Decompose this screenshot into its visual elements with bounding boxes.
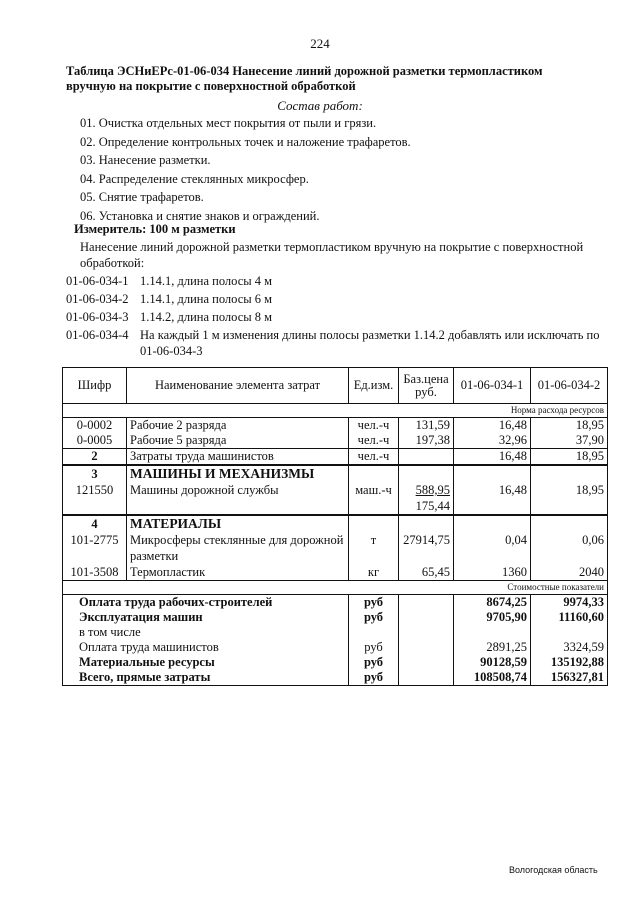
- machine-v1: 16,48: [498, 483, 527, 497]
- material-name: Термопластик: [130, 565, 206, 579]
- header-code: Шифр: [63, 368, 127, 404]
- row-name: Затраты труда машинистов: [127, 449, 349, 466]
- cost-v1: 108508,74: [454, 670, 531, 686]
- row-price: [399, 449, 454, 466]
- variant-text: 1.14.1, длина полосы 6 м: [140, 292, 273, 307]
- row-price: 131,59: [399, 418, 454, 434]
- table-row: [63, 433, 608, 449]
- variants-list: [66, 274, 611, 362]
- cost-unit: руб: [349, 655, 399, 670]
- cost-name: в том числе: [63, 625, 349, 640]
- variant-item: [66, 328, 611, 359]
- table-row: [63, 418, 608, 434]
- variant-item: [66, 292, 611, 308]
- works-list: [80, 114, 411, 226]
- cost-row: [63, 640, 608, 655]
- material-price: 65,45: [421, 565, 450, 579]
- cost-unit: руб: [349, 640, 399, 655]
- cost-name: Эксплуатация машин: [63, 610, 349, 625]
- cost-row: [63, 670, 608, 686]
- region-label: Вологодская область: [509, 865, 598, 875]
- work-item: 02. Определение контрольных точек и наложение трафаретов.: [80, 134, 411, 149]
- table-row: [63, 449, 608, 466]
- section-code: 4: [91, 517, 98, 531]
- variant-text: 1.14.2, длина полосы 8 м: [140, 310, 273, 325]
- cost-unit: руб: [349, 670, 399, 686]
- cost-v2: 156327,81: [531, 670, 608, 686]
- cost-row: [63, 655, 608, 670]
- header-name: Наименование элемента затрат: [127, 368, 349, 404]
- work-item: 06. Установка и снятие знаков и ограждений.: [80, 208, 320, 223]
- work-item: 01. Очистка отдельных мест покрытия от пыли и грязи.: [80, 116, 377, 130]
- material-price: 27914,75: [403, 533, 450, 547]
- work-item: 04. Распределение стеклянных микросфер.: [80, 171, 309, 186]
- row-unit: чел.-ч: [349, 449, 399, 466]
- cost-name: Оплата труда рабочих-строителей: [63, 595, 349, 611]
- cost-row: [63, 610, 608, 625]
- material-v1: 0,04: [505, 533, 527, 547]
- norm-note-row: [63, 404, 608, 418]
- machine-price-2: 175,44: [415, 499, 450, 513]
- material-name: Микросферы стеклянные для дорожной разметки: [130, 533, 344, 563]
- cost-v1: 8674,25: [454, 595, 531, 611]
- variant-code: 01-06-034-2: [66, 292, 129, 307]
- material-v2: 2040: [579, 565, 604, 579]
- machines-section-row: [63, 465, 608, 515]
- header-col1: 01-06-034-1: [454, 368, 531, 404]
- cost-unit: руб: [349, 595, 399, 611]
- variant-code: 01-06-034-4: [66, 328, 129, 343]
- row-v1: 32,96: [454, 433, 531, 449]
- row-v2: 18,95: [531, 418, 608, 434]
- material-v1: 1360: [502, 565, 527, 579]
- machine-unit: маш.-ч: [355, 483, 392, 497]
- materials-section-title: МАТЕРИАЛЫ: [130, 516, 222, 531]
- row-code: 0-0005: [63, 433, 127, 449]
- work-item: 03. Нанесение разметки.: [80, 153, 211, 168]
- cost-v1: 2891,25: [454, 640, 531, 655]
- materials-section-row: [63, 515, 608, 581]
- row-v1: 16,48: [454, 418, 531, 434]
- cost-unit: [349, 625, 399, 640]
- variant-code: 01-06-034-1: [66, 274, 129, 288]
- row-unit: чел.-ч: [349, 418, 399, 434]
- cost-name: Материальные ресурсы: [63, 655, 349, 670]
- norm-note: Норма расхода ресурсов: [63, 404, 608, 418]
- cost-v1: 90128,59: [454, 655, 531, 670]
- row-v2: 18,95: [531, 449, 608, 466]
- header-col2: 01-06-034-2: [531, 368, 608, 404]
- variant-text: 1.14.1, длина полосы 4 м: [140, 274, 273, 288]
- material-v2: 0,06: [582, 533, 604, 547]
- cost-unit: руб: [349, 610, 399, 625]
- cost-note-row: [63, 581, 608, 595]
- row-v2: 37,90: [531, 433, 608, 449]
- section-code: 3: [91, 467, 98, 481]
- cost-v1: [454, 625, 531, 640]
- cost-v1: 9705,90: [454, 610, 531, 625]
- page-number: 224: [310, 36, 330, 51]
- material-code: 101-2775: [70, 533, 119, 547]
- resources-table: [62, 367, 608, 686]
- material-code: 101-3508: [70, 565, 119, 579]
- variant-code: 01-06-034-3: [66, 310, 129, 325]
- description: Нанесение линий дорожной разметки термопластиком вручную на покрытие с поверхностной обработкой:: [80, 240, 584, 270]
- row-name: Рабочие 5 разряда: [127, 433, 349, 449]
- cost-v2: 3324,59: [531, 640, 608, 655]
- row-price: 197,38: [399, 433, 454, 449]
- cost-v2: 135192,88: [531, 655, 608, 670]
- machine-v2: 18,95: [575, 483, 604, 497]
- cost-note: Стоимостные показатели: [63, 581, 608, 595]
- table-header-row: [63, 368, 608, 404]
- composition-heading: Состав работ:: [277, 98, 363, 113]
- header-price: Баз.цена руб.: [399, 368, 454, 404]
- row-name: Рабочие 2 разряда: [127, 418, 349, 434]
- machines-section-title: МАШИНЫ И МЕХАНИЗМЫ: [130, 466, 315, 481]
- machine-name: Машины дорожной службы: [130, 483, 279, 497]
- row-v1: 16,48: [454, 449, 531, 466]
- cost-name: Оплата труда машинистов: [63, 640, 349, 655]
- variant-item: [66, 274, 611, 290]
- cost-name: Всего, прямые затраты: [63, 670, 349, 686]
- variant-item: [66, 310, 611, 326]
- machine-code: 121550: [75, 483, 114, 497]
- material-unit: т: [370, 533, 377, 547]
- cost-v2: 11160,60: [531, 610, 608, 625]
- row-unit: чел.-ч: [349, 433, 399, 449]
- cost-row: [63, 625, 608, 640]
- machine-price: 588,95: [415, 483, 450, 497]
- cost-v2: 9974,33: [531, 595, 608, 611]
- material-unit: кг: [367, 565, 380, 579]
- table-title: Таблица ЭСНиЕРс-01-06-034 Нанесение линий дорожной разметки термопластиком вручную на покрытие с поверхностной обработкой: [66, 64, 543, 93]
- measurer: Измеритель: 100 м разметки: [74, 222, 236, 236]
- cost-row: [63, 595, 608, 611]
- row-code: 2: [63, 449, 127, 466]
- cost-v2: [531, 625, 608, 640]
- variant-text: На каждый 1 м изменения длины полосы разметки 1.14.2 добавлять или исключать по 01-06-034-3: [140, 328, 600, 358]
- row-code: 0-0002: [63, 418, 127, 434]
- header-unit: Ед.изм.: [349, 368, 399, 404]
- work-item: 05. Снятие трафаретов.: [80, 190, 204, 205]
